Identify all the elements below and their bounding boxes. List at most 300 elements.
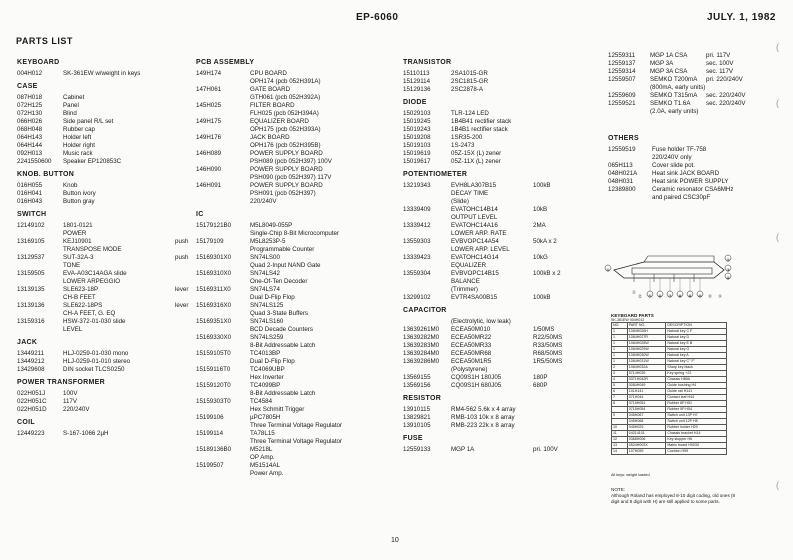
part-number: 15159303T0	[196, 398, 231, 405]
section-heading: OTHERS	[608, 135, 639, 142]
part-description: SLE623-18P	[63, 286, 99, 293]
part-row	[17, 142, 197, 150]
table-cell: 1	[612, 329, 628, 335]
part-description: POWER	[63, 230, 87, 237]
part-number: 13339423	[403, 254, 431, 261]
part-number: 072H125	[17, 102, 43, 109]
part-number	[403, 198, 451, 206]
section-heading: SWITCH	[17, 211, 47, 218]
part-description: Blind	[63, 110, 77, 117]
fuse-row	[608, 84, 793, 92]
diagram-callout: ⑦	[668, 293, 672, 299]
part-number: 13639283M0	[403, 342, 440, 349]
part-number: 13339409	[403, 206, 431, 213]
part-row	[196, 302, 386, 310]
part-number: 068H048	[17, 126, 43, 133]
part-number	[196, 422, 250, 430]
fuse-row	[608, 92, 793, 100]
part-number: 004H012	[17, 70, 43, 77]
part-number: 146H091	[196, 182, 222, 189]
part-note: push	[175, 254, 189, 261]
part-row	[17, 230, 197, 238]
part-number	[196, 230, 250, 238]
part-description: TLR-124 LED	[451, 110, 489, 117]
section-heading: KEYBOARD	[17, 59, 60, 66]
diagram-callout: ⑭	[718, 294, 722, 299]
part-description: Ceramic resonator CSA6MHz	[652, 186, 734, 193]
section-heading: CASE	[17, 83, 38, 90]
part-description: 1801-0121	[63, 222, 93, 229]
table-cell: Guide rail H141	[666, 389, 727, 395]
part-description: Hex Inverter	[250, 374, 284, 381]
part-row	[17, 430, 197, 438]
part-description: CQ09S1H 680J05	[451, 382, 502, 389]
column-4-others	[608, 130, 793, 202]
part-number: 15179109	[196, 238, 224, 245]
part-description: EVBVOPC14A54	[451, 238, 499, 245]
diagram-callout: ⑤	[648, 293, 652, 299]
part-row	[17, 366, 197, 374]
part-description: Fuse holder TF-758	[652, 146, 707, 153]
part-number: 15169316X0	[196, 302, 232, 309]
part-description: HSW-372-01-030 slide	[63, 318, 126, 325]
part-number: 016H041	[17, 190, 43, 197]
part-description: ECEA50MR68	[451, 350, 492, 357]
part-description: One-Of-Ten Decoder	[250, 278, 308, 285]
table-cell: 5	[612, 383, 628, 389]
part-number: 12559311	[608, 52, 636, 59]
part-description: Hex Schmitt Trigger	[250, 406, 305, 413]
part-number: 13339412	[403, 222, 431, 229]
table-cell: 2	[612, 365, 628, 371]
table-cell: 1084H028W	[627, 341, 666, 347]
part-number: 12559137	[608, 60, 636, 67]
part-number: 13569155	[403, 374, 431, 381]
part-number: 147H061	[196, 86, 222, 93]
table-header-cell: NO.	[612, 323, 628, 329]
part-description: Three Terminal Voltage Regulator	[250, 422, 343, 429]
part-number	[196, 158, 250, 166]
part-row	[17, 326, 197, 334]
part-number	[403, 286, 451, 294]
part-number	[403, 190, 451, 198]
section-heading: POTENTIOMETER	[403, 171, 468, 178]
part-description: EVA-A03C14AGA slide	[63, 270, 127, 277]
part-note: pri. 220/240V	[706, 76, 743, 83]
part-description: GTH061 (pcb 052H392A)	[250, 94, 321, 101]
part-row	[403, 366, 603, 374]
part-number: 149H174	[196, 70, 222, 77]
part-description: 1SR35-200	[451, 134, 483, 141]
part-row	[403, 406, 603, 414]
part-description: 117V	[63, 398, 77, 405]
part-number	[17, 326, 63, 334]
part-row	[17, 182, 197, 190]
part-number: 15159105T0	[196, 350, 231, 357]
part-row	[403, 230, 603, 238]
part-number: 12389800	[608, 186, 636, 193]
part-row	[403, 70, 603, 78]
part-row	[196, 382, 386, 390]
part-description: POWER SUPPLY BOARD	[250, 150, 323, 157]
margin-mark-2: (	[776, 98, 779, 108]
part-row	[196, 254, 386, 262]
part-description: EVTR4SA00B15	[451, 294, 498, 301]
part-row	[196, 342, 386, 350]
part-description: Holder right	[63, 142, 95, 149]
part-row	[196, 350, 386, 358]
part-number	[196, 142, 250, 150]
part-row	[196, 318, 386, 326]
table-cell: 0084H049	[627, 383, 666, 389]
diagram-callout: ④	[726, 275, 730, 281]
part-row	[196, 358, 386, 366]
part-row	[196, 286, 386, 294]
part-description: HLJ-0259-01-010 stereo	[63, 358, 131, 365]
part-description: S-167-1066 2µH	[63, 430, 109, 437]
part-description: MGP 3A	[650, 60, 674, 67]
part-number	[196, 374, 250, 382]
part-row	[196, 430, 386, 438]
part-description: EVATOHC14G14	[451, 254, 499, 261]
part-description: 8-Bit Addressable Latch	[250, 390, 316, 397]
part-note: lever	[175, 286, 189, 293]
diagram-callout: ①	[606, 267, 610, 273]
table-cell: 1	[612, 353, 628, 359]
part-description: and paired CSC30pF	[652, 194, 711, 201]
part-description: TA78L15	[250, 430, 275, 437]
part-description: SEMKO T315mA	[650, 92, 698, 99]
part-row	[196, 118, 386, 126]
part-description: 2SA1015-GR	[451, 70, 488, 77]
part-description: TC4584	[250, 398, 273, 405]
table-cell: 04214101	[627, 431, 666, 437]
part-description: Music rack	[63, 150, 93, 157]
part-number: 13829821	[403, 414, 431, 421]
part-row	[403, 110, 603, 118]
part-description: SEMKO T1.6A	[650, 100, 691, 107]
part-description: ECEA50MR33	[451, 342, 492, 349]
table-cell: 1	[612, 359, 628, 365]
part-description: 1S-2473	[451, 142, 475, 149]
page-number: 10	[391, 537, 399, 544]
part-row	[196, 470, 386, 478]
part-number: 15199106	[196, 414, 224, 421]
part-description: EVATOHC14A16	[451, 222, 498, 229]
part-number: 13639284M0	[403, 350, 440, 357]
part-number	[196, 390, 250, 398]
part-row	[196, 222, 386, 230]
part-description: HLJ-0259-01-030 mono	[63, 350, 129, 357]
part-description: 220/240V	[250, 198, 277, 205]
part-note: 10kG	[533, 254, 548, 261]
part-description: Dual D-Flip Flop	[250, 358, 295, 365]
part-note: pri. 100V	[533, 446, 558, 453]
part-description: PSH091 (pcb 052H397)	[250, 190, 316, 197]
part-number: 12559609	[608, 92, 636, 99]
part-number: 022H051J	[17, 390, 46, 397]
part-row	[17, 350, 197, 358]
part-note: 1R5/50MS	[533, 358, 563, 365]
table-cell: 13	[612, 443, 628, 449]
table-cell: Rubber 8P H51	[666, 401, 727, 407]
fuse-row	[608, 68, 793, 76]
table-cell: Contact leaf H44	[666, 395, 727, 401]
part-row	[196, 158, 386, 166]
part-description: Cover slide pot.	[652, 162, 695, 169]
table-cell: 1	[612, 341, 628, 347]
part-number: 016H043	[17, 198, 43, 205]
part-number: 072H130	[17, 110, 43, 117]
table-cell: 9	[612, 413, 628, 419]
part-row	[403, 270, 603, 278]
part-row	[196, 310, 386, 318]
part-description: M5L8049-055P	[250, 222, 293, 229]
part-row	[403, 446, 603, 454]
part-row	[608, 194, 793, 202]
part-row	[17, 254, 197, 262]
column-1	[17, 54, 197, 438]
part-number	[17, 230, 63, 238]
table-cell: 045H029	[627, 425, 666, 431]
part-row	[196, 174, 386, 182]
table-cell: Sharp key black	[666, 365, 727, 371]
part-number	[196, 126, 250, 134]
part-number	[196, 294, 250, 302]
part-row	[17, 110, 197, 118]
table-cell: 10	[612, 425, 628, 431]
part-row	[196, 414, 386, 422]
part-row	[403, 78, 603, 86]
part-row	[196, 110, 386, 118]
part-description: SN74LS74	[250, 286, 280, 293]
table-cell: Natural key E B	[666, 341, 727, 347]
part-number	[403, 214, 451, 222]
part-note: sec. 220/240V	[706, 100, 746, 107]
part-note: push	[175, 238, 189, 245]
part-description: SUT-32A-3	[63, 254, 94, 261]
table-cell: Natural key A	[666, 353, 727, 359]
part-description: RM4-562 5.6k x 4 array	[451, 406, 516, 413]
column-2	[196, 54, 386, 478]
part-number: 12149102	[17, 222, 45, 229]
part-row	[196, 454, 386, 462]
part-number: 12559133	[403, 446, 431, 453]
part-description: µPC7805H	[250, 414, 281, 421]
part-row	[403, 422, 603, 430]
section-heading: FUSE	[403, 435, 423, 442]
table-cell: 101H141	[627, 389, 666, 395]
part-row	[403, 286, 603, 294]
part-number	[196, 358, 250, 366]
part-row	[196, 294, 386, 302]
part-number	[17, 278, 63, 286]
part-description: PSH090 (pcb 052H397) 117V	[250, 174, 332, 181]
diagram-callout: ⑪	[632, 290, 636, 295]
part-description: LOWER ARP. RATE	[451, 230, 507, 237]
part-number: 13639261M0	[403, 326, 440, 333]
table-cell: 0371H042R	[627, 377, 666, 383]
table-header-cell: DESCRIPTION	[666, 323, 727, 329]
part-number	[196, 342, 250, 350]
part-row	[17, 238, 197, 246]
part-description: Speaker EP120853C	[63, 158, 122, 165]
part-number	[196, 438, 250, 446]
part-row	[403, 358, 603, 366]
table-cell: Guide bushing H4	[666, 383, 727, 389]
table-cell: Natural key G	[666, 347, 727, 353]
part-number	[196, 94, 250, 102]
part-description: Knob	[63, 182, 78, 189]
part-row	[403, 238, 603, 246]
part-description: TC4013BP	[250, 350, 281, 357]
part-row	[17, 262, 197, 270]
table-cell: 14	[612, 449, 628, 455]
part-row	[196, 278, 386, 286]
table-cell: 1084H032A	[627, 365, 666, 371]
part-description: EQUALIZER	[451, 262, 487, 269]
part-number	[17, 310, 63, 318]
part-row	[403, 198, 603, 206]
part-row	[196, 198, 386, 206]
table-cell: 6	[612, 389, 628, 395]
table-cell: 1084H029W	[627, 347, 666, 353]
part-row	[403, 254, 603, 262]
part-number	[196, 326, 250, 334]
part-description: (Slide)	[451, 198, 469, 205]
part-description: FLH025 (pcb 052H394A)	[250, 110, 319, 117]
table-cell: 0368H006	[627, 437, 666, 443]
part-row	[403, 318, 603, 326]
part-row	[403, 342, 603, 350]
part-number: 13639282M0	[403, 334, 440, 341]
part-row	[403, 134, 603, 142]
table-cell: 045H068	[627, 419, 666, 425]
table-cell: 4	[612, 377, 628, 383]
part-number: 15019619	[403, 150, 431, 157]
part-row	[17, 294, 197, 302]
part-description: RMB-103 10k x 8 array	[451, 414, 515, 421]
part-description: RMB-223 22k x 8 array	[451, 422, 515, 429]
diagram-callout: ②	[726, 257, 730, 263]
part-description: OUTPUT LEVEL	[451, 214, 498, 221]
part-number: 15110113	[403, 70, 430, 77]
part-number: 12559507	[608, 76, 636, 83]
part-number	[196, 310, 250, 318]
part-row	[17, 102, 197, 110]
note-text: Although Roland has employed 8-10 digit coding, old ones (8 digit and 8 digit with H) are still applied to some parts.	[611, 493, 736, 504]
part-row	[196, 70, 386, 78]
part-number: 15129136	[403, 86, 431, 93]
part-description: LEVEL	[63, 326, 83, 333]
part-note: 680P	[533, 382, 548, 389]
part-number: 13129537	[17, 254, 45, 261]
part-number: 15029103	[403, 110, 431, 117]
part-number: 15189136B0	[196, 446, 232, 453]
diagram-callout: ⑧	[678, 293, 682, 299]
part-number: 146H090	[196, 166, 222, 173]
part-row	[17, 398, 197, 406]
table-cell: 5714H039	[627, 371, 666, 377]
part-number: 13159316	[17, 318, 45, 325]
table-cell: 1084H030W	[627, 353, 666, 359]
fuse-row	[608, 60, 793, 68]
part-number: 12559314	[608, 68, 636, 75]
part-number	[403, 246, 451, 254]
part-number: 064H143	[17, 134, 43, 141]
part-number	[403, 278, 451, 286]
part-number	[196, 110, 250, 118]
part-description: Rubber cap	[63, 126, 95, 133]
section-heading: COIL	[17, 419, 35, 426]
part-description: MGP 1A	[451, 446, 475, 453]
part-row	[17, 198, 197, 206]
part-row	[403, 414, 603, 422]
part-row	[403, 326, 603, 334]
part-description: Button gray	[63, 198, 95, 205]
part-number: 13139135	[17, 286, 45, 293]
part-number: 048H031	[608, 178, 634, 185]
part-number: 2241550600	[17, 158, 52, 165]
part-number: 15199114	[196, 430, 224, 437]
model-header: EP-6060	[356, 12, 399, 23]
part-description: EQUALIZER BOARD	[250, 118, 309, 125]
part-number: 15159120T0	[196, 382, 231, 389]
part-row	[403, 142, 603, 150]
part-number: 13910115	[403, 406, 431, 413]
part-number: 15019103	[403, 142, 431, 149]
diagram-callout: ⑫	[638, 294, 642, 299]
table-cell: Switch unit 13P H7	[666, 413, 727, 419]
part-row	[403, 214, 603, 222]
part-row	[608, 186, 793, 194]
part-description: Dual D-Flip Flop	[250, 294, 295, 301]
part-description: EVBVOPC14B15	[451, 270, 499, 277]
part-row	[17, 118, 197, 126]
part-description: CPU BOARD	[250, 70, 287, 77]
part-row	[196, 78, 386, 86]
keyboard-parts-title: KEYBOARD PARTS	[611, 313, 654, 318]
part-number: 15199507	[196, 462, 224, 469]
part-description: Heat sink JACK BOARD	[652, 170, 720, 177]
part-number: 149H175	[196, 118, 222, 125]
part-row	[403, 118, 603, 126]
part-row	[17, 70, 197, 78]
part-description: M5218L	[250, 446, 273, 453]
part-number	[403, 366, 451, 374]
part-note: sec. 100V	[706, 60, 734, 67]
part-row	[196, 262, 386, 270]
section-heading: PCB ASSEMBLY	[196, 59, 255, 66]
part-description: Button ivory	[63, 190, 96, 197]
part-number: 13169105	[17, 238, 45, 245]
part-description: LOWER ARP. LEVEL	[451, 246, 510, 253]
part-description: 05Z-15X (L) zener	[451, 150, 502, 157]
column-4-fuses	[608, 52, 793, 116]
part-row	[403, 334, 603, 342]
part-description: Heat sink POWER SUPPLY	[652, 178, 729, 185]
part-number: 13569156	[403, 382, 431, 389]
part-number: 15019617	[403, 158, 431, 165]
part-row	[196, 86, 386, 94]
part-row	[196, 246, 386, 254]
part-row	[403, 222, 603, 230]
part-number	[608, 108, 650, 116]
part-number	[608, 154, 652, 162]
part-note: 50kA x 2	[533, 238, 557, 245]
part-row	[196, 438, 386, 446]
part-description: CQ09S1H 180J05	[451, 374, 502, 381]
